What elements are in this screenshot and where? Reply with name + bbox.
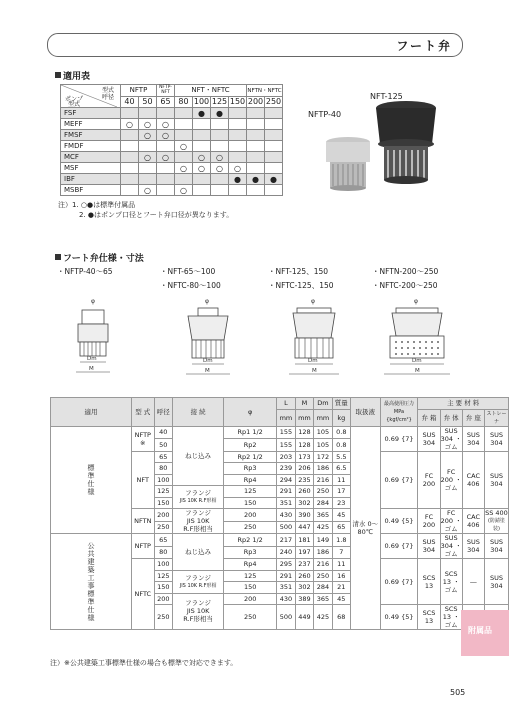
model-cell: NFTP ※ [132,426,155,451]
phi-cell: Rp2 [224,439,277,452]
conn-cell: フランジ JIS 10K R.F形相 [173,570,224,593]
fit-mark: ○ [175,185,193,196]
mass-cell: 16 [332,570,350,582]
l-cell: 203 [277,451,296,463]
svg-text:M: M [89,366,94,372]
size-header: 65 [157,96,175,108]
size-cell: 65 [154,451,172,463]
size-cell: 65 [154,534,172,547]
fit-mark [265,108,283,119]
fit-mark [229,130,247,141]
mass-cell: 0.8 [332,439,350,452]
material-cell: SCS 13 [418,605,440,630]
svg-text:φ: φ [414,298,418,305]
fit-mark [139,163,157,174]
mass-cell: 11 [332,559,350,571]
pump-model: MEFF [61,119,121,130]
drawing-nftp [58,296,128,378]
dm-cell: 216 [314,559,333,571]
m-cell: 197 [295,546,314,559]
phi-cell: Rp4 [224,559,277,571]
fit-mark [211,174,229,185]
m-cell: 237 [295,559,314,571]
fit-mark [121,141,139,152]
l-cell: 500 [277,521,296,534]
material-cell: FC 200 ・ゴム [440,451,462,509]
fit-mark [229,119,247,130]
m-cell: 447 [295,521,314,534]
model-cell: NFTC [132,559,155,630]
fit-mark [157,108,175,119]
m-cell: 260 [295,570,314,582]
svg-text:φ: φ [205,298,209,305]
l-cell: 351 [277,497,296,509]
photo-label-nftp-40: NFTP-40 [308,110,342,119]
l-cell: 500 [277,605,296,630]
mass-cell: 65 [332,521,350,534]
pump-model: FMSF [61,130,121,141]
applicability-note-1: 注）1. ○●は標準付属品 [58,201,136,209]
mass-cell: 45 [332,593,350,605]
m-cell: 260 [295,486,314,498]
fit-mark: ○ [193,163,211,174]
applicability-section-title: 適用表 [55,69,90,82]
m-cell: 128 [295,426,314,439]
fit-mark [175,119,193,130]
fit-mark [139,108,157,119]
spec-series-3b: ・NFTC-125、150 [268,281,334,290]
spec-section-title: フート弁仕様・寸法 [55,251,144,264]
fit-mark [193,174,211,185]
fit-mark: ○ [139,130,157,141]
group-standard: 標準仕様 [51,426,132,534]
material-cell: FC 200 [418,451,440,509]
size-header: 125 [211,97,228,107]
mass-cell: 1.8 [332,534,350,547]
phi-cell: Rp2 1/2 [224,451,277,463]
mass-cell: 5.5 [332,451,350,463]
svg-text:Dm: Dm [308,358,318,364]
material-cell: SUS 304 [484,534,508,559]
phi-cell: 200 [224,509,277,522]
fit-mark [121,163,139,174]
m-cell: 302 [295,497,314,509]
material-cell: SUS 304 [484,451,508,509]
fit-mark [247,141,265,152]
l-cell: 430 [277,509,296,522]
size-cell: 125 [154,570,172,582]
mass-cell: 21 [332,582,350,594]
m-cell: 235 [295,474,314,486]
fit-mark [247,108,265,119]
material-cell: SCS 13 [418,559,440,605]
title-bar [47,33,463,57]
svg-text:φ: φ [311,298,315,305]
fit-mark [175,174,193,185]
phi-cell: 200 [224,593,277,605]
conn-cell: フランジ JIS 10K R.F形相当 [173,509,224,534]
size-header: 150 [229,97,246,107]
dm-cell: 365 [314,593,333,605]
fit-mark: ○ [139,152,157,163]
size-cell: 80 [154,463,172,475]
product-photo [298,92,458,202]
svg-text:Dm: Dm [87,356,97,362]
page-number: 505 [450,688,466,697]
fit-mark: ● [211,108,229,119]
fit-mark: ● [247,174,265,185]
pump-model: MCF [61,152,121,163]
fit-mark [211,141,229,152]
l-cell: 351 [277,582,296,594]
pressure-cell: 0.69 {7} [380,451,418,509]
fit-mark [247,185,265,196]
dm-cell: 365 [314,509,333,522]
size-header: 100 [193,97,210,107]
fit-mark [157,141,175,152]
pressure-cell: 0.49 {5} [380,605,418,630]
spec-series-4b: ・NFTC-200〜250 [372,281,438,290]
l-cell: 155 [277,426,296,439]
m-cell: 390 [295,509,314,522]
group-nftn-nftc: NFTN・NFTC [247,85,283,97]
mass-cell: 6.5 [332,463,350,475]
l-cell: 217 [277,534,296,547]
pump-model: IBF [61,174,121,185]
drawing-nft [170,296,245,378]
fit-mark [211,130,229,141]
dm-cell: 425 [314,521,333,534]
fit-mark: ● [193,108,211,119]
material-cell: SUS 304 ・ゴム [440,426,462,451]
l-cell: 239 [277,463,296,475]
material-cell: SUS 304 [484,426,508,451]
phi-cell: Rp2 1/2 [224,534,277,547]
size-cell: 100 [154,474,172,486]
drawing-phi: φ [91,298,95,305]
diagonal-header: 型式 呼径 ポンプ型式 [61,85,117,107]
fit-mark [247,152,265,163]
pressure-cell: 0.69 {7} [380,534,418,559]
svg-text:M: M [205,368,210,374]
l-cell: 295 [277,559,296,571]
fit-mark [157,185,175,196]
size-cell: 250 [154,605,172,630]
svg-text:M: M [312,368,317,374]
size-cell: 50 [154,439,172,452]
fit-mark [193,141,211,152]
fit-mark [247,130,265,141]
fit-mark [265,152,283,163]
fit-mark [265,141,283,152]
fit-mark [157,163,175,174]
photo-label-nft-125: NFT-125 [370,92,403,101]
mass-cell: 23 [332,497,350,509]
fit-mark: ○ [139,119,157,130]
drawing-nftn [374,296,462,378]
mass-cell: 45 [332,509,350,522]
svg-text:Dm: Dm [203,358,213,364]
l-cell: 240 [277,546,296,559]
fit-mark [193,119,211,130]
group-public: 公共建築工事標準仕様 [51,534,132,630]
fluid-cell: 清水 0〜80℃ [350,426,380,630]
mass-cell: 7 [332,546,350,559]
fit-mark [265,119,283,130]
m-cell: 128 [295,439,314,452]
dm-cell: 172 [314,451,333,463]
fit-mark: ● [229,174,247,185]
fit-mark [175,108,193,119]
spec-series-2b: ・NFTC-80〜100 [160,281,221,290]
fit-mark: ○ [175,141,193,152]
fit-mark [121,152,139,163]
dm-cell: 284 [314,582,333,594]
applicability-note-2: 2. ●はポンプ口径とフート弁口径が異なります。 [79,211,234,219]
fit-mark [229,152,247,163]
l-cell: 430 [277,593,296,605]
conn-cell: フランジ JIS 10K R.F形相当 [173,593,224,630]
phi-cell: 150 [224,582,277,594]
material-cell: SS 400 (防錆塗装) [485,509,508,532]
m-cell: 302 [295,582,314,594]
m-cell: 206 [295,463,314,475]
size-header: 50 [139,96,157,108]
fit-mark [229,141,247,152]
material-cell: SUS 304 [462,534,484,559]
material-cell: CAC 406 [462,509,484,534]
fit-mark: ○ [157,130,175,141]
m-cell: 181 [295,534,314,547]
material-cell: SUS 304 ・ゴム [440,534,462,558]
fit-mark [229,185,247,196]
dm-cell: 284 [314,497,333,509]
fit-mark [265,130,283,141]
fit-mark: ○ [211,163,229,174]
l-cell: 291 [277,486,296,498]
fit-mark [121,108,139,119]
m-cell: 449 [295,605,314,630]
pump-model: MSF [61,163,121,174]
material-cell: SCS 13 ・ゴム [440,559,462,605]
fit-mark [121,130,139,141]
fit-mark [193,185,211,196]
side-tab-label: 附属品 [468,626,492,635]
fit-mark [175,152,193,163]
fit-mark: ○ [157,119,175,130]
fit-mark [229,108,247,119]
pump-model: FSF [61,108,121,119]
fit-mark [121,174,139,185]
phi-cell: Rp4 [224,474,277,486]
phi-cell: 125 [224,486,277,498]
material-cell: FC 200 [418,509,440,534]
fit-mark: ○ [211,152,229,163]
drawing-nft-flange [275,296,355,378]
material-cell: SCS 13 ・ゴム [440,605,462,630]
pressure-cell: 0.69 {7} [380,559,418,605]
conn-cell: フランジ JIS 10K R.F形相 [173,486,224,509]
model-cell: NFT [132,451,155,509]
fit-mark: ○ [157,152,175,163]
l-cell: 291 [277,570,296,582]
dm-cell: 250 [314,570,333,582]
model-cell: NFTP [132,534,155,559]
size-cell: 150 [154,497,172,509]
size-cell: 40 [154,426,172,439]
size-cell: 250 [154,521,172,534]
size-header: 40 [121,96,139,108]
fit-mark [121,185,139,196]
group-nft-nftc: NFT・NFTC [175,85,247,97]
mass-cell: 0.8 [332,426,350,439]
fit-mark: ○ [229,163,247,174]
size-cell: 200 [154,509,172,522]
pump-model: FMDF [61,141,121,152]
fit-mark [211,119,229,130]
spec-series-3a: ・NFT-125、150 [268,267,329,276]
size-cell: 200 [154,593,172,605]
fit-mark [265,163,283,174]
page-title: フート弁 [396,39,452,53]
conn-cell: ねじ込み [173,426,224,486]
material-cell: FC 200 ・ゴム [440,509,462,533]
dm-cell: 186 [314,546,333,559]
size-header: 250 [265,97,282,107]
spec-series-1: ・NFTP-40〜65 [57,267,113,276]
fit-mark [175,130,193,141]
fit-mark: ○ [175,163,193,174]
dm-cell: 105 [314,439,333,452]
phi-cell: 125 [224,570,277,582]
table-note: 注）※公共建築工事標準仕様の場合も標準で対応できます。 [50,659,238,667]
fit-mark [139,141,157,152]
fit-mark: ○ [193,152,211,163]
material-cell: SUS 304 [418,426,440,451]
size-header: 200 [247,97,264,107]
pressure-cell: 0.49 {5} [380,509,418,534]
spec-series-4a: ・NFTN-200〜250 [372,267,439,276]
dm-cell: 149 [314,534,333,547]
fit-mark [157,174,175,185]
size-header: 80 [175,96,193,108]
phi-cell: 150 [224,497,277,509]
fit-mark: ○ [139,185,157,196]
model-cell: NFTN [132,509,155,534]
svg-text:Dm: Dm [412,358,422,364]
material-cell: SUS 304 [462,426,484,451]
fit-mark [193,130,211,141]
material-cell: CAC 406 [462,451,484,509]
applicability-table [60,84,283,196]
size-cell: 100 [154,559,172,571]
size-cell: 80 [154,546,172,559]
fit-mark [211,185,229,196]
material-cell: SUS 304 [418,534,440,559]
phi-cell: Rp3 [224,463,277,475]
l-cell: 155 [277,439,296,452]
mass-cell: 11 [332,474,350,486]
m-cell: 389 [295,593,314,605]
phi-cell: 250 [224,521,277,534]
pressure-cell: 0.69 {7} [380,426,418,451]
phi-cell: Rp1 1/2 [224,426,277,439]
dm-cell: 250 [314,486,333,498]
svg-text:M: M [415,368,420,374]
material-cell: ― [462,559,484,605]
size-cell: 125 [154,486,172,498]
mass-cell: 68 [332,605,350,630]
conn-cell: ねじ込み [173,534,224,571]
size-cell: 150 [154,582,172,594]
spec-table: 適用 型 式 呼径 接 続 φ L M Dm 質量 取扱液 最高使用圧力 MPa {kgf/cm²} 主 要 材 料 mm mm mm kg 弁 箱 弁 体 弁 座 ストレーナ 標準仕様 NFTP ※ 40 ねじ込み Rp1 1/2 155 128 105 0.8 清水 0〜80℃ 0.69 {7} SUS 304 SUS 304 ・ゴム SUS 304 SUS 304 50 Rp2 155 128 105 0.8 NFT 65 Rp2 1/2 203 173 172 5.5 0.69 {7} FC 200 FC 200 ・ゴム CAC 406 SUS 304 80 Rp3 239 206 186 6.5 100 Rp4 294 235 216 11 125 フランジ JIS 10K R.F形相 125 291 260 250 17 150 150 351 302 284 23 NFTN 200 フランジ JIS 10K R.F形相当 200 430 390 365 45 0.49 {5} FC 200 FC 200 ・ゴム CAC 406 SS 400 (防錆塗装) 250 250 500 447 425 65 公共建築工事標準仕様 NFTP 65 ねじ込み Rp2 1/2 217 181 149 1.8 0.69 {7} SUS 304 SUS 304 ・ゴム SUS 304 SUS 304 80 Rp3 240 197 186 7 NFTC 100 Rp4 295 237 216 11 0.69 {7} SCS 13 SCS 13 ・ゴム ― SUS 304 125 フランジ JIS 10K R.F形相 125 291 260 250 16 150 150 351 302 284 21 200 フランジ JIS 10K R.F形相当 200 430 389 365 45 250 250 500 449 425 68 0.49 {5} SCS 13 SCS 13 ・ゴム [50,397,509,630]
phi-cell: 250 [224,605,277,630]
spec-series-2a: ・NFT-65〜100 [160,267,216,276]
group-nftp: NFTP [121,85,157,97]
fit-mark: ● [265,174,283,185]
fit-mark [247,119,265,130]
group-nftp-nft: NFTP-NFT [157,85,175,97]
fit-mark [139,174,157,185]
dm-cell: 186 [314,463,333,475]
m-cell: 173 [295,451,314,463]
dm-cell: 216 [314,474,333,486]
fit-mark [247,163,265,174]
spec-row [51,534,509,547]
dm-cell: 425 [314,605,333,630]
fit-mark: ○ [121,119,139,130]
pump-model: MSBF [61,185,121,196]
dm-cell: 105 [314,426,333,439]
l-cell: 294 [277,474,296,486]
mass-cell: 17 [332,486,350,498]
spec-row [51,426,509,439]
fit-mark [265,185,283,196]
material-cell: SUS 304 [484,559,508,605]
phi-cell: Rp3 [224,546,277,559]
